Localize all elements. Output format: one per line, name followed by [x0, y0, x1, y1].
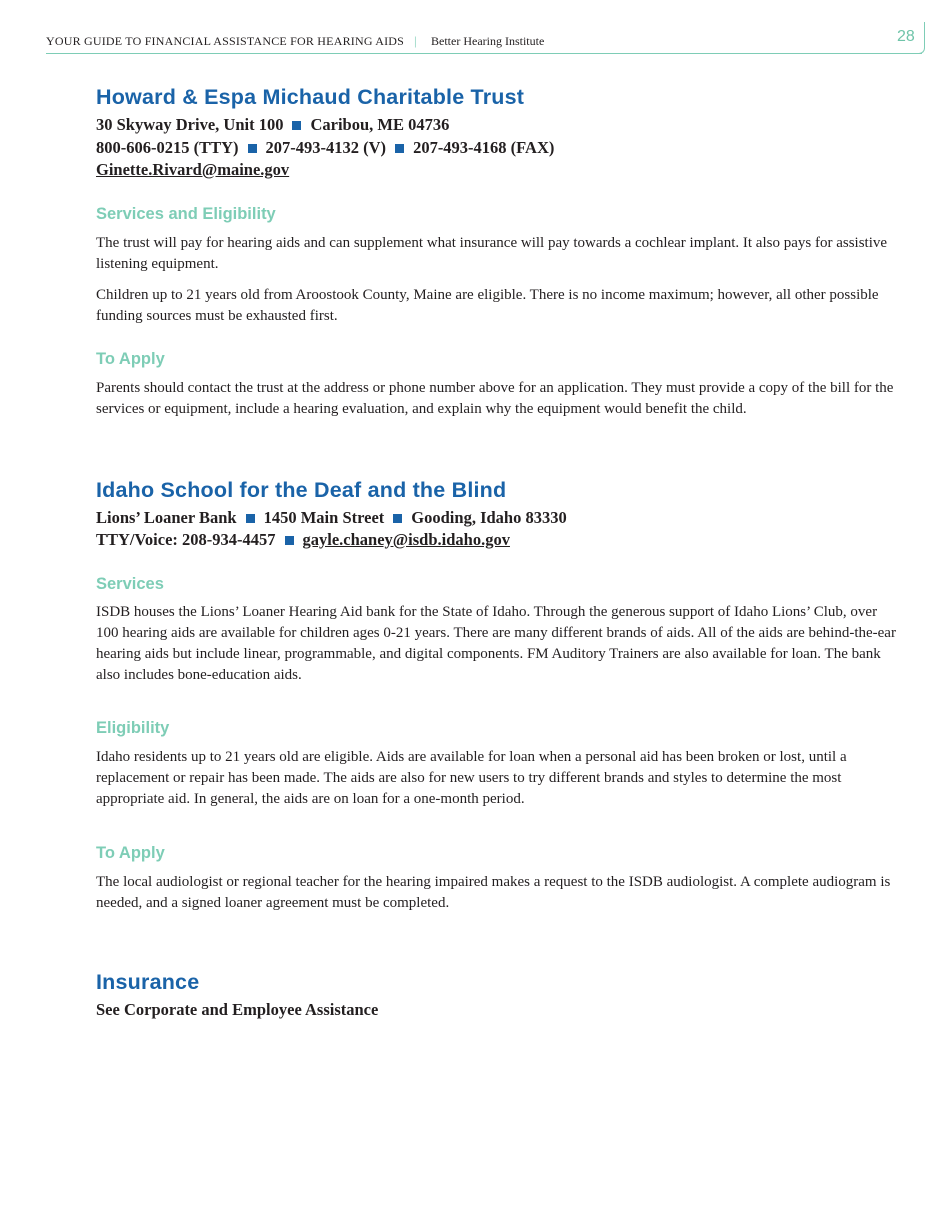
idaho-email-link[interactable]: gayle.chaney@isdb.idaho.gov [302, 530, 510, 549]
michaud-phone-tty: 800-606-0215 (TTY) [96, 137, 239, 157]
header-rule [46, 53, 922, 54]
michaud-apply-heading: To Apply [96, 349, 165, 368]
idaho-street: 1450 Main Street [263, 507, 385, 527]
running-header [46, 34, 926, 54]
michaud-trust-section [96, 82, 896, 420]
michaud-phone-voice: 207-493-4132 (V) [265, 137, 387, 157]
bullet-square-icon [395, 144, 404, 153]
idaho-program: Lions’ Loaner Bank [96, 507, 237, 527]
michaud-services-heading: Services and Eligibility [96, 204, 276, 223]
michaud-street: 30 Skyway Drive, Unit 100 [96, 115, 284, 134]
michaud-city: Caribou, ME 04736 [310, 115, 450, 134]
idaho-eligibility-paragraph: Idaho residents up to 21 years old are eligible. Aids are available for loan when a personal aid has been broken or lost, until a replacement or repair has been made. The aids are also for new users to try different brands and styles to determine the most appropriate aid. In general, the aids are on loan for a one-month period. [96, 748, 847, 807]
bullet-square-icon [292, 121, 301, 130]
insurance-title: Insurance [96, 969, 200, 994]
idaho-city: Gooding, Idaho 83330 [411, 507, 567, 527]
publisher-name: Better Hearing Institute [431, 34, 545, 48]
michaud-trust-title: Howard & Espa Michaud Charitable Trust [96, 85, 525, 109]
idaho-apply-paragraph: The local audiologist or regional teacher for the hearing impaired makes a request to the ISDB audiologist. A complete audiogram is needed, and a signed loaner agreement must be completed. [96, 873, 891, 911]
idaho-school-section [96, 475, 896, 914]
insurance-section [96, 967, 896, 1022]
bullet-square-icon [246, 514, 255, 523]
michaud-phones [96, 137, 896, 160]
idaho-apply-heading: To Apply [96, 843, 165, 862]
header-bracket [914, 22, 925, 54]
michaud-services-paragraph-2: Children up to 21 years old from Aroostook County, Maine are eligible. There is no income maximum; however, all other possible funding sources must be exhausted first. [96, 286, 879, 324]
bullet-square-icon [393, 514, 402, 523]
michaud-apply-paragraph: Parents should contact the trust at the address or phone number above for an application. They must provide a copy of the bill for the services or equipment, include a hearing evaluation, and explain why the equipment would benefit the child. [96, 379, 894, 417]
idaho-phone: TTY/Voice: 208-934-4457 [96, 530, 276, 549]
michaud-email-line [96, 159, 896, 182]
page-content [96, 82, 896, 1021]
michaud-phone-fax: 207-493-4168 (FAX) [413, 137, 555, 157]
idaho-contact-line [96, 529, 896, 552]
idaho-eligibility-heading: Eligibility [96, 718, 170, 737]
bullet-square-icon [248, 144, 257, 153]
idaho-services-paragraph: ISDB houses the Lions’ Loaner Hearing Aid bank for the State of Idaho. Through the generous support of Idaho Lions’ Club, over 100 hearing aids are available for children ages 0-21 years. There are many different brands of aids. All of the aids are behind-the-ear hearing aids but include linear, programmable, and digital components. FM Auditory Trainers are also available for loan. The bank also includes bone-education aids. [96, 603, 896, 683]
guide-title: YOUR GUIDE TO FINANCIAL ASSISTANCE FOR HEARING AIDS [46, 34, 405, 48]
michaud-address [96, 114, 896, 137]
page-number: 28 [897, 28, 915, 45]
insurance-note: See Corporate and Employee Assistance [96, 999, 379, 1019]
michaud-services-paragraph-1: The trust will pay for hearing aids and can supplement what insurance will pay towards a cochlear implant. It also pays for assistive listening equipment. [96, 234, 888, 272]
idaho-address [96, 507, 896, 530]
idaho-school-title: Idaho School for the Deaf and the Blind [96, 477, 507, 502]
michaud-email-link[interactable]: Ginette.Rivard@maine.gov [96, 160, 290, 179]
bullet-square-icon [285, 536, 294, 545]
idaho-services-heading: Services [96, 574, 164, 593]
header-separator: | [414, 33, 417, 48]
